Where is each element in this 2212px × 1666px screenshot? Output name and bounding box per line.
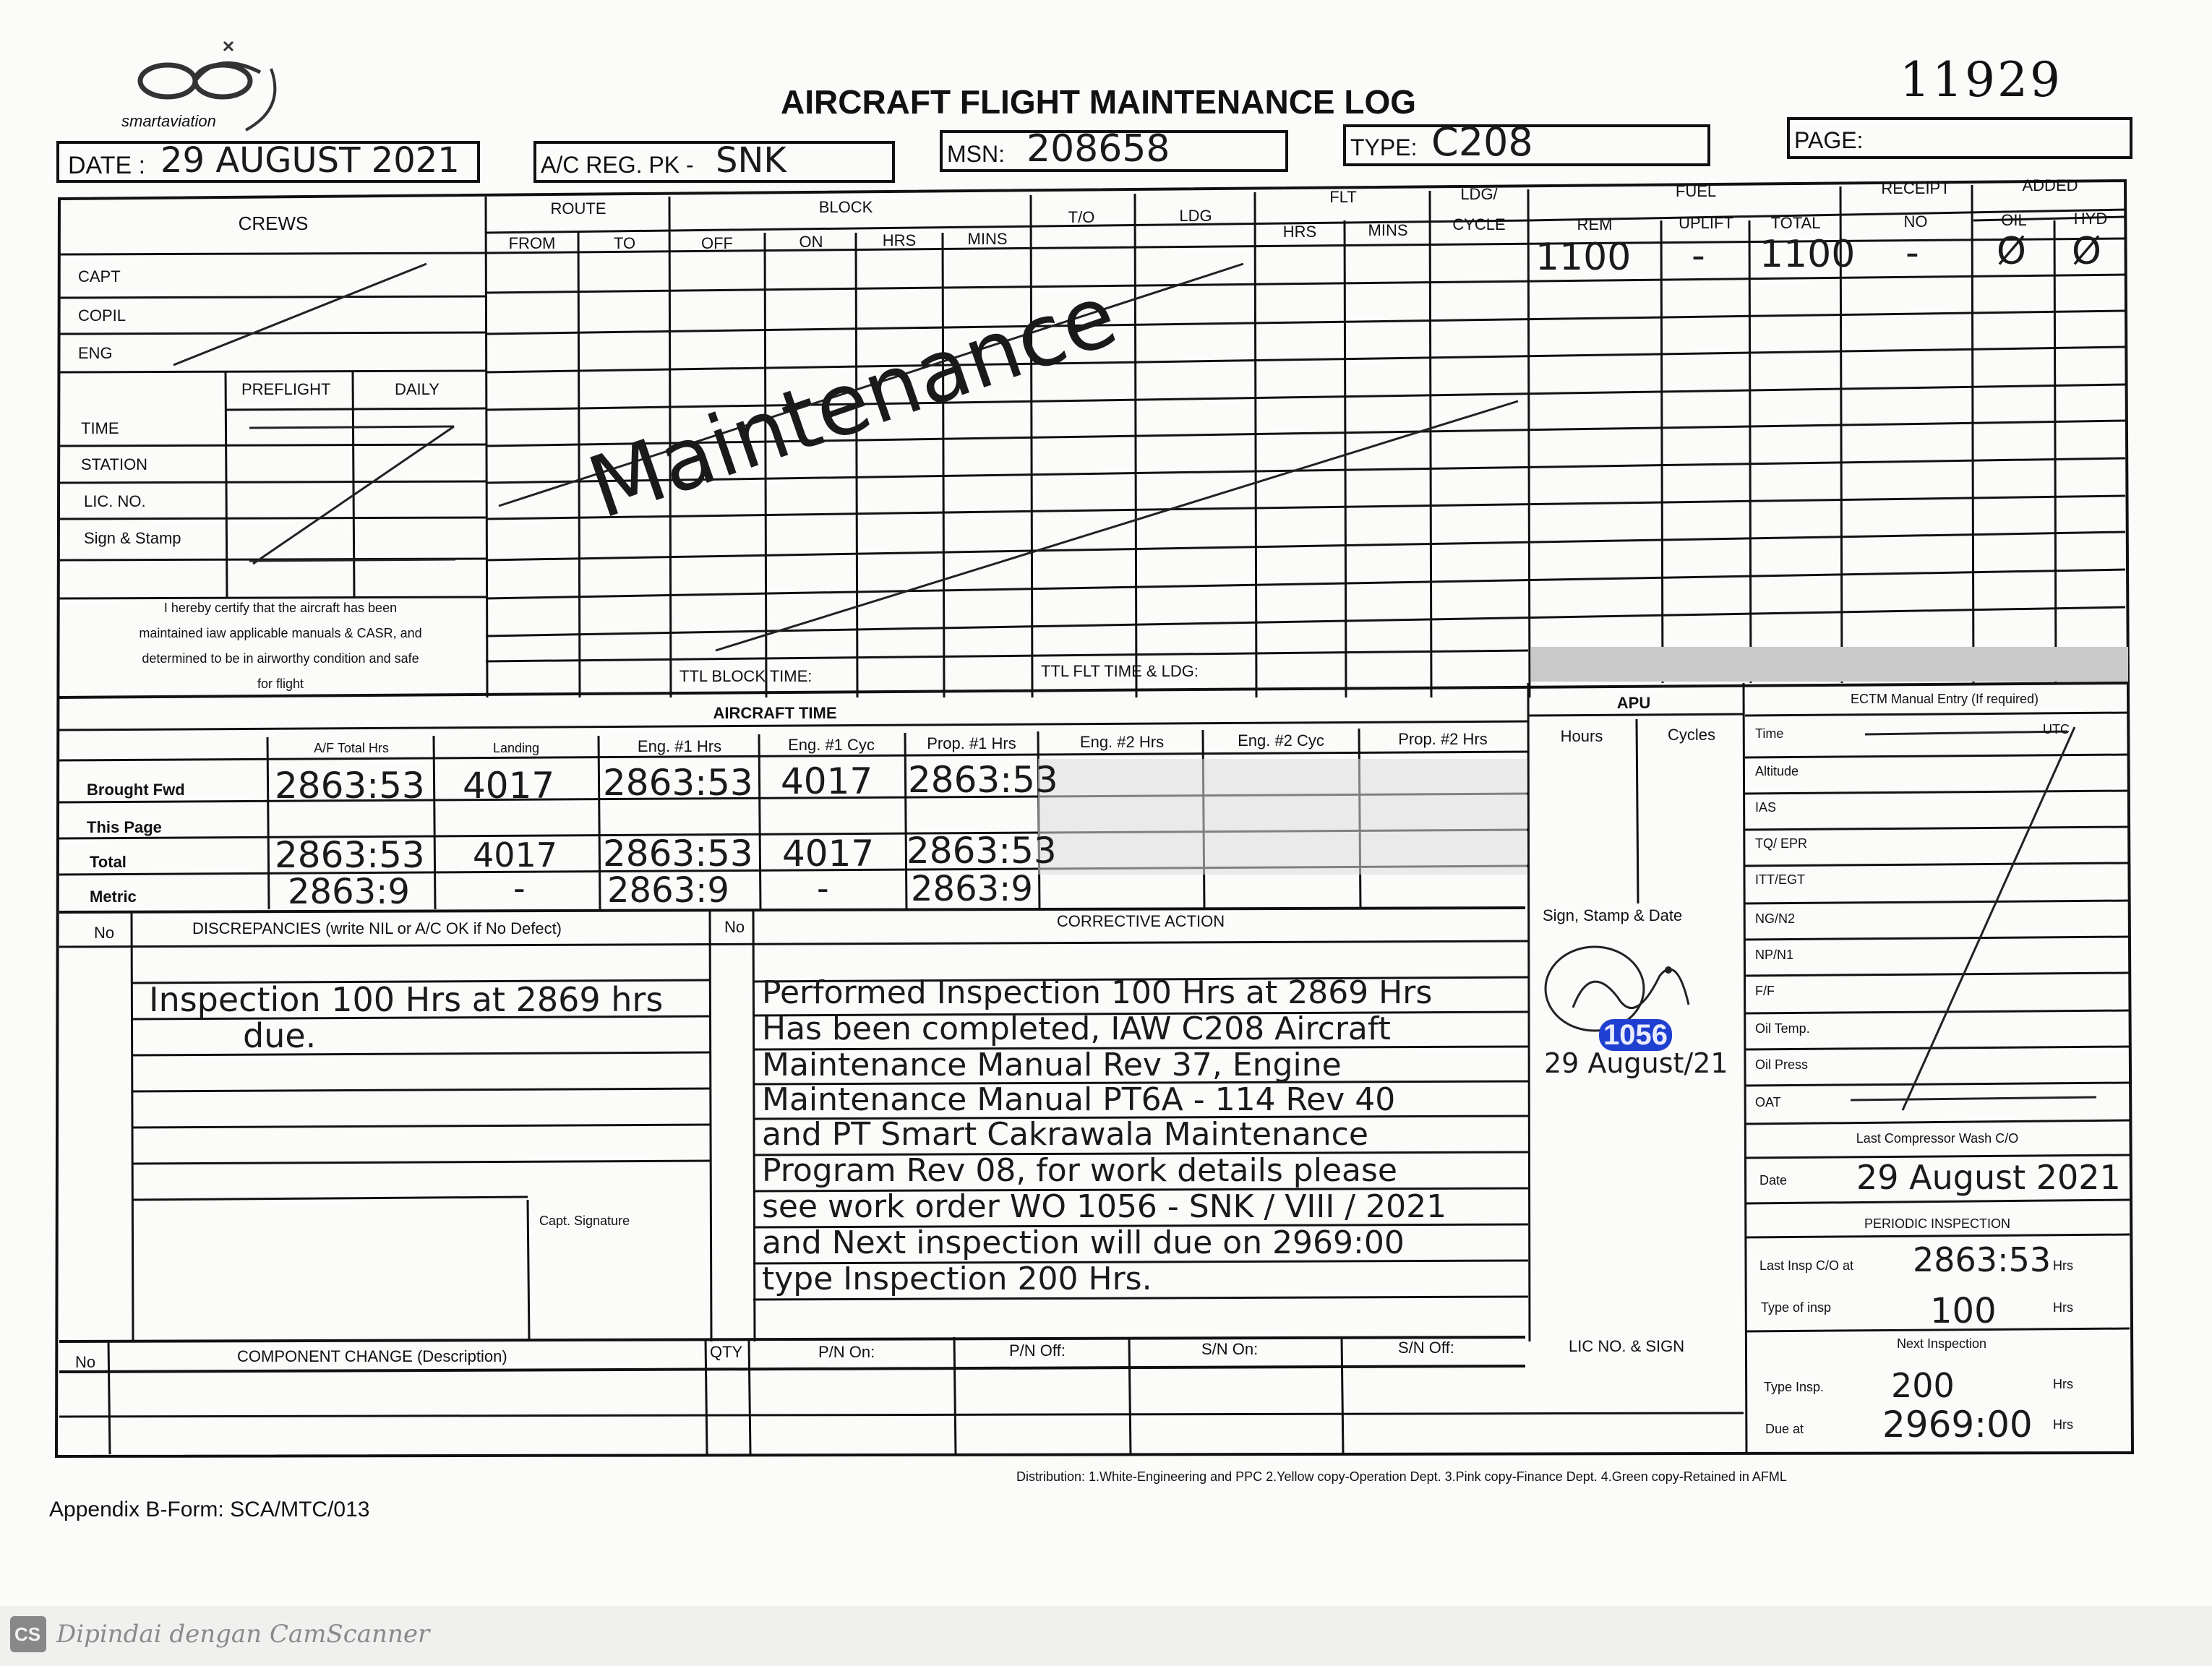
camscanner-icon [10,1616,46,1652]
maintenance-overlay: Maintenance [576,265,1128,538]
ttl-flt-time-label: TTL FLT TIME & LDG: [1041,662,1199,680]
ectm-utc: UTC [2043,722,2070,737]
comp-no-header: No [75,1353,96,1371]
flt-header: FLT [1329,188,1357,206]
ac-reg-value: SNK [716,140,786,181]
uplift-header: UPLIFT [1679,214,1733,232]
date-value: 29 AUGUST 2021 [160,140,460,181]
fuel-header: FUEL [1675,182,1717,200]
check-row-station: STATION [81,455,148,473]
fuel-total-value: 1100 [1759,233,1856,276]
col-prop1-hrs: Prop. #1 Hrs [927,734,1016,752]
ldg-cycle-header-2: CYCLE [1452,215,1506,233]
bf-landing: 4017 [463,765,555,807]
compressor-wash-date-label: Date [1759,1173,1788,1188]
receipt-header-2: NO [1903,212,1928,231]
aircraft-time-title: AIRCRAFT TIME [713,704,837,722]
msn-value: 208658 [1026,127,1170,171]
preflight-header: PREFLIGHT [241,380,331,398]
block-mins-header: MINS [967,230,1008,248]
ttl-block-time-label: TTL BLOCK TIME: [680,667,813,685]
bf-eng1-hrs: 2863:53 [603,762,753,804]
total-eng1-cyc: 4017 [782,833,875,875]
crew-row-eng: ENG [78,344,113,362]
col-landing: Landing [492,741,540,755]
crew-row-copil: COPIL [78,306,127,325]
last-insp-value: 2863:53 [1913,1240,2052,1279]
certify-line-4: for flight [257,677,304,691]
fuel-rem-value: 1100 [1535,236,1632,279]
corr-line-4: Maintenance Manual PT6A - 114 Rev 40 [762,1081,1396,1118]
ectm-oil-press: Oil Press [1755,1057,1809,1072]
due-at-value: 2969:00 [1882,1404,2033,1446]
capt-signature-label: Capt. Signature [539,1214,630,1228]
col-eng2-cyc: Eng. #2 Cyc [1238,731,1324,750]
corr-line-8: and Next inspection will due on 2969:00 [762,1224,1405,1261]
ac-reg-label: A/C REG. PK - [541,152,694,178]
ectm-title: ECTM Manual Entry (If required) [1850,692,2039,706]
to-header: TO [613,234,636,252]
next-type-label: Type Insp. [1764,1380,1825,1394]
hyd-header: HYD [2073,210,2108,228]
col-prop2-hrs: Prop. #2 Hrs [1398,730,1488,748]
ectm-altitude: Altitude [1755,764,1799,778]
row-this-page: This Page [87,818,162,836]
block-hrs-header: HRS [882,231,917,249]
periodic-title: PERIODIC INSPECTION [1864,1216,2011,1231]
apu-hours-header: Hours [1560,727,1603,745]
daily-header: DAILY [395,380,440,398]
last-insp-hrs: Hrs [2053,1258,2073,1273]
document-number: 11929 [1900,52,2062,108]
check-row-time: TIME [81,419,119,437]
ldg-cycle-header-1: LDG/ [1460,185,1498,203]
from-header: FROM [508,234,556,252]
block-header: BLOCK [818,198,873,216]
route-header: ROUTE [550,199,606,218]
distribution-note: Distribution: 1.White-Engineering and PPC 2.Yellow copy-Operation Dept. 3.Pink copy-Finance Dept. 4.Green copy-Retained in AFML [1016,1469,1787,1484]
ectm-oat: OAT [1755,1095,1781,1109]
col-af-total-hrs: A/F Total Hrs [314,741,389,755]
takeoff-header: T/O [1068,208,1095,226]
total-eng1-hrs: 2863:53 [603,833,753,875]
certify-line-3: determined to be in airworthy condition and safe [142,651,419,666]
disc-line-2: due. [243,1016,317,1055]
row-brought-fwd: Brought Fwd [87,781,185,799]
last-insp-label: Last Insp C/O at [1759,1258,1854,1273]
col-eng1-cyc: Eng. #1 Cyc [788,736,875,754]
corr-line-2: Has been completed, IAW C208 Aircraft [762,1010,1391,1047]
receipt-value: - [1906,231,1919,275]
metric-eng1-hrs: 2863:9 [607,870,729,911]
bf-eng1-cyc: 4017 [781,760,873,802]
type-of-insp-hrs: Hrs [2053,1300,2073,1315]
corr-line-1: Performed Inspection 100 Hrs at 2869 Hrs [762,974,1433,1011]
col-eng2-hrs: Eng. #2 Hrs [1079,733,1165,751]
comp-qty-header: QTY [710,1343,743,1361]
bf-prop1-hrs: 2863:53 [908,759,1058,801]
flt-mins-header: MINS [1368,221,1408,239]
check-row-lic: LIC. NO. [84,492,146,510]
next-type-hrs: Hrs [2053,1377,2073,1391]
ectm-time: Time [1755,726,1784,741]
certify-line-2: maintained iaw applicable manuals & CASR, and [139,626,422,640]
sign-stamp-header: Sign, Stamp & Date [1543,906,1683,924]
corr-line-9: type Inspection 200 Hrs. [762,1261,1152,1297]
total-header: TOTAL [1770,214,1821,232]
logo-text: smartaviation [121,112,216,130]
metric-eng1-cyc: - [817,869,829,908]
type-label: TYPE: [1350,134,1418,160]
comp-lic-header: LIC NO. & SIGN [1569,1337,1685,1355]
camscanner-watermark: Dipindai dengan CamScanner [56,1620,430,1649]
comp-sn-on-header: S/N On: [1201,1340,1259,1358]
corrective-header: CORRECTIVE ACTION [1056,912,1225,930]
comp-pn-on-header: P/N On: [818,1343,875,1361]
next-inspection-title: Next Inspection [1896,1336,1987,1351]
inspector-stamp: 1056 [1599,1019,1672,1051]
date-label: DATE : [68,152,146,179]
on-header: ON [799,233,823,251]
oil-added-value: Ø [1997,230,2026,273]
compressor-wash-date-value: 29 August 2021 [1856,1158,2121,1197]
ectm-tq-epr: TQ/ EPR [1755,836,1808,851]
corr-no-header: No [724,918,745,936]
comp-sn-off-header: S/N Off: [1398,1339,1454,1357]
disc-line-1: Inspection 100 Hrs at 2869 hrs [149,980,664,1019]
due-at-label: Due at [1765,1422,1804,1436]
ectm-ias: IAS [1755,800,1777,815]
check-row-sign: Sign & Stamp [84,529,181,547]
added-header: ADDED [2022,176,2078,194]
total-landing: 4017 [473,836,558,875]
corr-line-6: Program Rev 08, for work details please [762,1152,1397,1189]
rem-header: REM [1577,215,1613,233]
corr-line-3: Maintenance Manual Rev 37, Engine [762,1047,1342,1083]
crew-row-capt: CAPT [78,267,121,285]
disc-no-header: No [94,924,115,942]
hyd-added-value: Ø [2072,230,2101,273]
total-af-total: 2863:53 [275,834,425,876]
appendix-label: Appendix B-Form: SCA/MTC/013 [49,1498,370,1521]
receipt-header-1: RECEIPT [1881,179,1950,197]
metric-prop1-hrs: 2863:9 [911,869,1033,909]
ldg-header: LDG [1179,207,1212,225]
ectm-ng-n2: NG/N2 [1755,911,1796,926]
col-eng1-hrs: Eng. #1 Hrs [637,737,722,755]
disc-header: DISCREPANCIES (write NIL or A/C OK if No Defect) [192,919,562,937]
bf-af-total: 2863:53 [275,765,425,807]
apu-cycles-header: Cycles [1667,726,1716,744]
metric-landing: - [513,869,526,908]
crews-header: CREWS [238,212,309,234]
certify-line-1: I hereby certify that the aircraft has been [163,601,398,615]
corr-line-5: and PT Smart Cakrawala Maintenance [762,1116,1368,1153]
ectm-np-n1: NP/N1 [1755,948,1794,962]
ectm-ff: F/F [1755,984,1775,998]
fuel-uplift-value: - [1692,234,1705,278]
total-prop1-hrs: 2863:53 [906,830,1057,872]
flt-hrs-header: HRS [1282,223,1317,241]
row-metric: Metric [90,888,137,906]
metric-af-total: 2863:9 [288,872,410,912]
page-label: PAGE: [1794,127,1864,153]
type-of-insp-value: 100 [1930,1291,1997,1331]
ectm-itt-egt: ITT/EGT [1755,872,1805,887]
msn-label: MSN: [947,141,1005,167]
ectm-oil-temp: Oil Temp. [1755,1021,1810,1036]
next-type-value: 200 [1891,1366,1955,1405]
comp-pn-off-header: P/N Off: [1009,1341,1066,1360]
off-header: OFF [701,234,733,252]
camscanner-icon-text: CS [14,1623,41,1645]
compressor-wash-title: Last Compressor Wash C/O [1856,1131,2019,1146]
apu-title: APU [1616,694,1651,712]
due-at-hrs: Hrs [2053,1417,2073,1432]
row-total: Total [90,853,127,871]
type-value: C208 [1431,119,1533,165]
comp-desc-header: COMPONENT CHANGE (Description) [237,1347,507,1365]
type-of-insp-label: Type of insp [1761,1300,1832,1315]
sign-stamp-date: 29 August/21 [1544,1047,1728,1079]
oil-header: OIL [2001,211,2027,229]
page-title: AIRCRAFT FLIGHT MAINTENANCE LOG [781,83,1417,121]
corr-line-7: see work order WO 1056 - SNK / VIII / 2021 [762,1188,1447,1225]
